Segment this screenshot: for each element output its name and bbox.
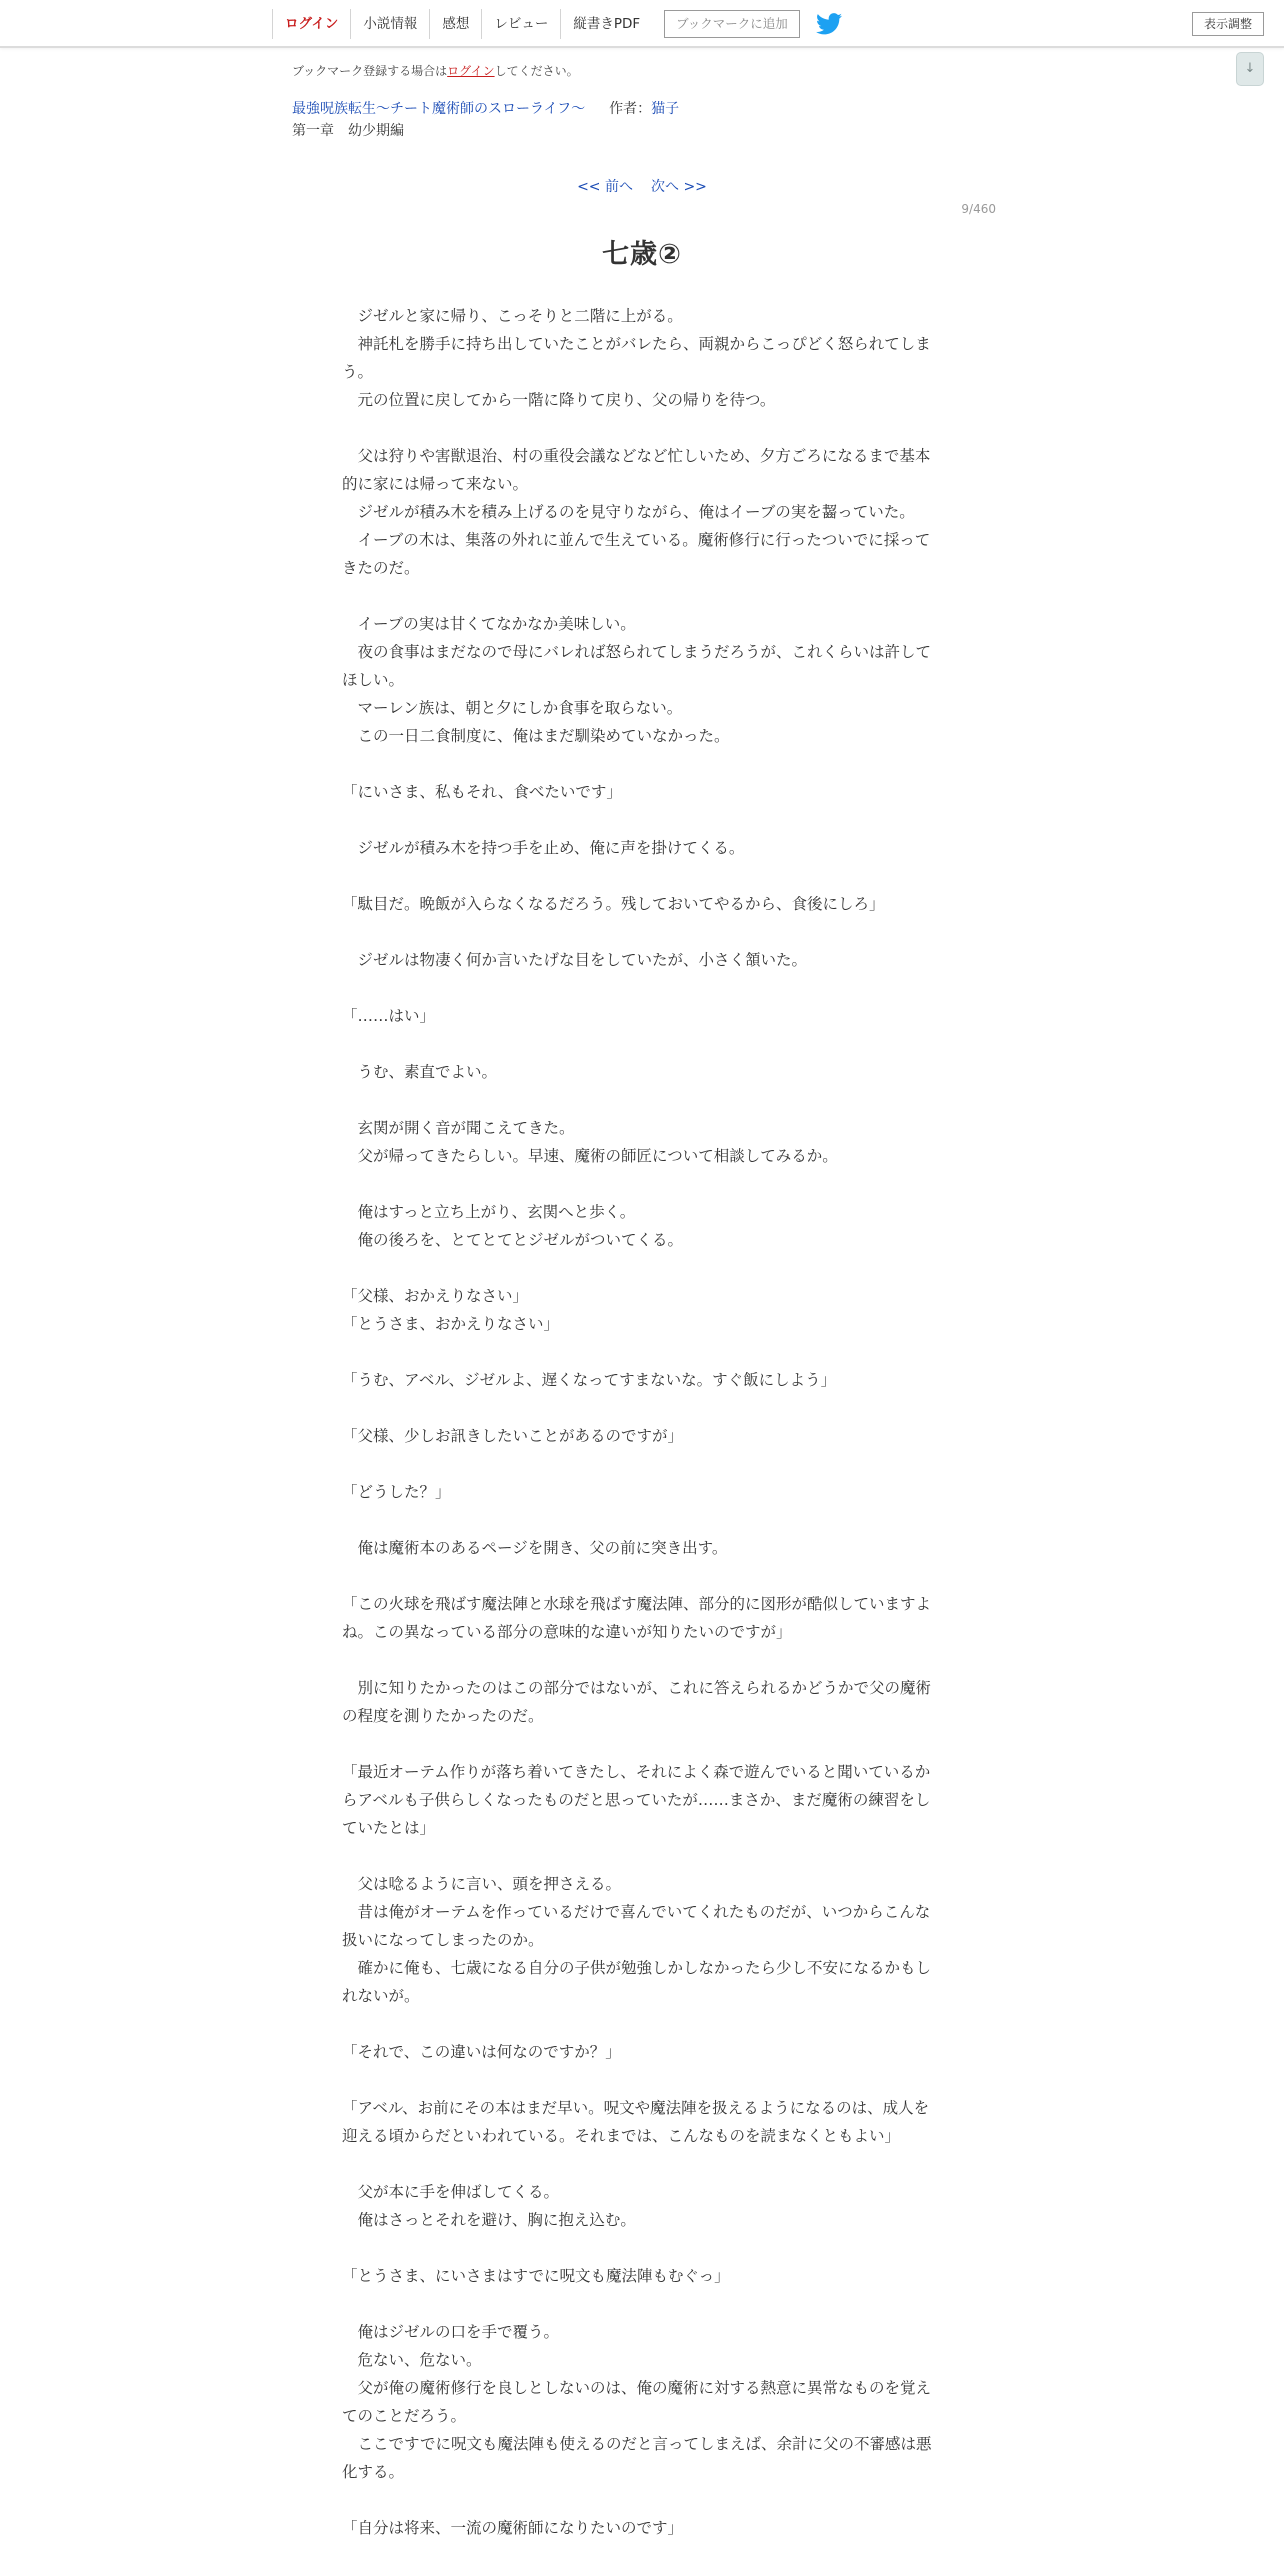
body-paragraph: 確かに俺も、七歳になる自分の子供が勉強しかしなかったら少し不安になるかもしれないが。 — [342, 1959, 932, 2005]
body-paragraph: 「最近オーテム作りが落ち着いてきたし、それによく森で遊んでいると聞いているからアベルも子供らしくなったものだと思っていたが……まさか、まだ魔術の練習をしていたとは」 — [342, 1763, 931, 1837]
blank-line — [342, 1506, 942, 1534]
nav-novel-info-link[interactable]: 小説情報 — [350, 9, 429, 39]
body-paragraph: 「父様、おかえりなさい」 — [342, 1287, 529, 1305]
blank-line — [342, 1562, 942, 1590]
blank-line — [342, 918, 942, 946]
nav-menu — [272, 8, 842, 40]
blank-line — [342, 974, 942, 1002]
body-paragraph: 神託札を勝手に持ち出していたことがバレたら、両親からこっぴどく怒られてしまう。 — [342, 335, 931, 381]
novel-title-link[interactable]: 最強呪族転生～チート魔術師のスローライフ～ — [292, 101, 586, 117]
blank-line — [342, 582, 942, 610]
blank-line — [342, 1646, 942, 1674]
body-paragraph: 玄関が開く音が聞こえてきた。 — [342, 1119, 575, 1137]
body-paragraph: この一日二食制度に、俺はまだ馴染めていなかった。 — [342, 727, 730, 745]
body-paragraph: マーレン族は、朝と夕にしか食事を取らない。 — [342, 699, 683, 717]
blank-line — [342, 862, 942, 890]
blank-line — [342, 2010, 942, 2038]
body-paragraph: ここですでに呪文も魔法陣も使えるのだと言ってしまえば、余計に父の不審感は悪化する。 — [342, 2435, 932, 2481]
novel-body — [342, 302, 942, 2542]
blank-line — [342, 2234, 942, 2262]
body-paragraph: 昔は俺がオーテムを作っているだけで喜んでいてくれたものだが、いつからこんな扱いになってしまったのか。 — [342, 1903, 931, 1949]
blank-line — [342, 1086, 942, 1114]
body-paragraph: 「父様、少しお訊きしたいことがあるのですが」 — [342, 1427, 684, 1445]
nav-vertical-pdf-link[interactable]: 縦書きPDF — [560, 9, 652, 39]
body-paragraph: ジゼルと家に帰り、こっそりと二階に上がる。 — [342, 307, 683, 325]
author-label: 作者： — [609, 101, 652, 117]
body-paragraph: 父は狩りや害獣退治、村の重役会議などなど忙しいため、夕方ごろになるまで基本的に家には帰って来ない。 — [342, 447, 931, 493]
body-paragraph: 父が俺の魔術修行を良しとしないのは、俺の魔術に対する熱意に異常なものを覚えてのことだろう。 — [342, 2379, 932, 2425]
body-paragraph: 「自分は将来、一流の魔術師になりたいのです」 — [342, 2519, 684, 2537]
body-paragraph: ジゼルは物凄く何か言いたげな目をしていたが、小さく頷いた。 — [342, 951, 808, 969]
episode-counter: 9/460 — [961, 202, 996, 216]
body-paragraph: ジゼルが積み木を持つ手を止め、俺に声を掛けてくる。 — [342, 839, 745, 857]
top-navbar — [0, 0, 1284, 48]
blank-line — [342, 1170, 942, 1198]
display-settings-button[interactable]: 表示調整 — [1192, 12, 1264, 36]
nav-login-link[interactable]: ログイン — [272, 9, 350, 39]
body-paragraph: 「とうさま、おかえりなさい」 — [342, 1315, 560, 1333]
blank-line — [342, 1842, 942, 1870]
body-paragraph: うむ、素直でよい。 — [342, 1063, 498, 1081]
blank-line — [342, 2066, 942, 2094]
blank-line — [342, 1030, 942, 1058]
blank-line — [342, 1730, 942, 1758]
blank-line — [342, 2150, 942, 2178]
body-paragraph: 俺はさっとそれを避け、胸に抱え込む。 — [342, 2211, 636, 2229]
body-paragraph: 「それで、この違いは何なのですか？」 — [342, 2043, 621, 2061]
blank-line — [342, 414, 942, 442]
blank-line — [342, 1338, 942, 1366]
nav-impressions-link[interactable]: 感想 — [429, 9, 481, 39]
body-paragraph: 父が本に手を伸ばしてくる。 — [342, 2183, 560, 2201]
bookmark-notice — [292, 62, 579, 79]
blank-line — [342, 1254, 942, 1282]
body-paragraph: 夜の食事はまだなので母にバレれば怒られてしまうだろうが、これくらいは許してほしい。 — [342, 643, 932, 689]
body-paragraph: 父が帰ってきたらしい。早速、魔術の師匠について相談してみるか。 — [342, 1147, 838, 1165]
scroll-down-button[interactable]: ↓ — [1236, 52, 1264, 86]
body-paragraph: イーブの実は甘くてなかなか美味しい。 — [342, 615, 636, 633]
body-paragraph: 父は唸るように言い、頭を押さえる。 — [342, 1875, 622, 1893]
body-paragraph: 別に知りたかったのはこの部分ではないが、これに答えられるかどうかで父の魔術の程度を測りたかったのだ。 — [342, 1679, 932, 1725]
body-paragraph: 「どうした？」 — [342, 1483, 451, 1501]
body-paragraph: 危ない、危ない。 — [342, 2351, 482, 2369]
blank-line — [342, 806, 942, 834]
next-episode-link[interactable]: 次へ >> — [651, 179, 707, 195]
blank-line — [342, 2290, 942, 2318]
body-paragraph: 「アベル、お前にその本はまだ早い。呪文や魔法陣を扱えるようになるのは、成人を迎える頃からだといわれている。それまでは、こんなものを読まなくともよい」 — [342, 2099, 930, 2145]
chapter-title: 第一章 幼少期編 — [292, 123, 404, 139]
body-paragraph: 「この火球を飛ばす魔法陣と水球を飛ばす魔法陣、部分的に図形が酷似していますよね。この異なっている部分の意味的な違いが知りたいのですが」 — [342, 1595, 932, 1641]
bookmark-notice-login-link[interactable]: ログイン — [447, 64, 495, 78]
twitter-share-icon[interactable] — [816, 11, 842, 37]
body-paragraph: 「……はい」 — [342, 1007, 436, 1025]
body-paragraph: イーブの木は、集落の外れに並んで生えている。魔術修行に行ったついでに採ってきたのだ。 — [342, 531, 931, 577]
body-paragraph: 俺の後ろを、とてとてとジゼルがついてくる。 — [342, 1231, 684, 1249]
add-bookmark-button[interactable]: ブックマークに追加 — [664, 10, 800, 38]
novel-meta — [292, 98, 679, 118]
episode-title: 七歳② — [602, 239, 682, 270]
blank-line — [342, 750, 942, 778]
blank-line — [342, 1394, 942, 1422]
body-paragraph: 俺は魔術本のあるページを開き、父の前に突き出す。 — [342, 1539, 728, 1557]
prev-episode-link[interactable]: << 前へ — [577, 179, 633, 195]
episode-pager — [0, 176, 1284, 196]
nav-review-link[interactable]: レビュー — [481, 9, 560, 39]
body-paragraph: 俺はジゼルの口を手で覆う。 — [342, 2323, 560, 2341]
bookmark-notice-after: してください。 — [494, 64, 579, 78]
blank-line — [342, 2486, 942, 2514]
body-paragraph: 俺はすっと立ち上がり、玄関へと歩く。 — [342, 1203, 636, 1221]
body-paragraph: ジゼルが積み木を積み上げるのを見守りながら、俺はイーブの実を齧っていた。 — [342, 503, 915, 521]
bookmark-notice-before: ブックマーク登録する場合は — [292, 64, 448, 78]
body-paragraph: 「とうさま、にいさまはすでに呪文も魔法陣もむぐっ」 — [342, 2267, 730, 2285]
author-link[interactable]: 猫子 — [651, 101, 680, 117]
body-paragraph: 元の位置に戻してから一階に降りて戻り、父の帰りを待つ。 — [342, 391, 776, 409]
body-paragraph: 「うむ、アベル、ジゼルよ、遅くなってすまないな。すぐ飯にしよう」 — [342, 1371, 837, 1389]
body-paragraph: 「駄目だ。晩飯が入らなくなるだろう。残しておいてやるから、食後にしろ」 — [342, 895, 885, 913]
body-paragraph: 「にいさま、私もそれ、食べたいです」 — [342, 783, 622, 801]
blank-line — [342, 1450, 942, 1478]
